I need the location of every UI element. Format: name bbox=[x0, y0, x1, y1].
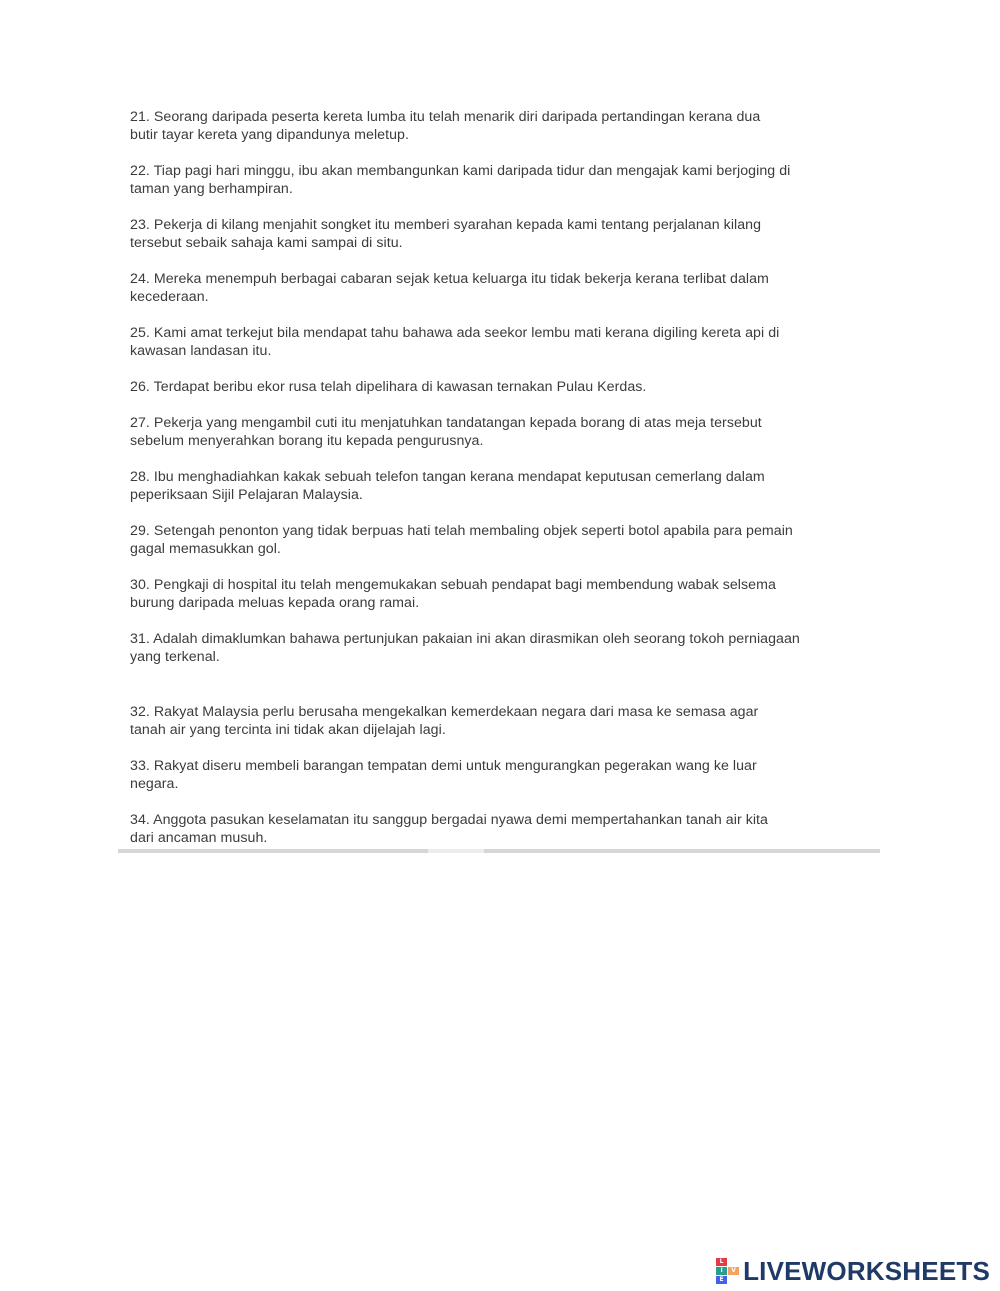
liveworksheets-logo-text: LIVEWORKSHEETS bbox=[743, 1255, 990, 1286]
sentence-item bbox=[130, 216, 870, 252]
divider-gap bbox=[428, 849, 484, 853]
sentence-line-1: 23. Pekerja di kilang menjahit songket itu memberi syarahan kepada kami tentang perjalanan kilang bbox=[130, 217, 762, 233]
sentence-line-2: butir tayar kereta yang dipandunya meletup. bbox=[130, 127, 409, 143]
sentence-line-1: 27. Pekerja yang mengambil cuti itu menjatuhkan tandatangan kepada borang di atas meja tersebut bbox=[130, 415, 762, 431]
sentence-line-2: peperiksaan Sijil Pelajaran Malaysia. bbox=[130, 487, 363, 503]
sentence-line-1: 22. Tiap pagi hari minggu, ibu akan membangunkan kami daripada tidur dan mengajak kami berjoging di bbox=[130, 163, 791, 179]
sentence-line-2: tersebut sebaik sahaja kami sampai di situ. bbox=[130, 235, 403, 251]
sentence-item bbox=[130, 378, 870, 396]
sentence-line-2: gagal memasukkan gol. bbox=[130, 541, 281, 557]
sentence-item bbox=[130, 522, 870, 558]
sentence-item bbox=[130, 270, 870, 306]
logo-letter-e: E bbox=[716, 1276, 727, 1284]
sentence-item bbox=[130, 703, 870, 739]
sentence-item bbox=[130, 757, 870, 793]
divider-line bbox=[118, 849, 880, 853]
sentence-line-1: 34. Anggota pasukan keselamatan itu sanggup bergadai nyawa demi mempertahankan tanah air kita bbox=[130, 812, 768, 828]
liveworksheets-logo bbox=[716, 1256, 990, 1286]
sentence-line-2: negara. bbox=[130, 776, 179, 792]
sentence-item bbox=[130, 324, 870, 360]
sentence-item bbox=[130, 576, 870, 612]
sentence-line-2: taman yang berhampiran. bbox=[130, 181, 293, 197]
sentence-line-1: 25. Kami amat terkejut bila mendapat tahu bahawa ada seekor lembu mati kerana digiling kereta api di bbox=[130, 325, 780, 341]
sentence-line-2: tanah air yang tercinta ini tidak akan dijelajah lagi. bbox=[130, 722, 446, 738]
sentence-line-1: 29. Setengah penonton yang tidak berpuas hati telah membaling objek seperti botol apabila para pemain bbox=[130, 523, 793, 539]
sentence-item bbox=[130, 414, 870, 450]
sentence-line-1: 33. Rakyat diseru membeli barangan tempatan demi untuk mengurangkan pegerakan wang ke luar bbox=[130, 758, 757, 774]
sentence-item bbox=[130, 468, 870, 504]
sentence-line-1: 32. Rakyat Malaysia perlu berusaha mengekalkan kemerdekaan negara dari masa ke semasa agar bbox=[130, 704, 759, 720]
sentence-line-1: 24. Mereka menempuh berbagai cabaran sejak ketua keluarga itu tidak bekerja kerana terlibat dalam bbox=[130, 271, 769, 287]
sentence-line-2: burung daripada meluas kepada orang ramai. bbox=[130, 595, 420, 611]
sentence-line-1: 21. Seorang daripada peserta kereta lumba itu telah menarik diri daripada pertandingan kerana dua bbox=[130, 109, 761, 125]
sentence-line-1: 28. Ibu menghadiahkan kakak sebuah telefon tangan kerana mendapat keputusan cemerlang dalam bbox=[130, 469, 765, 485]
logo-letter-i: I bbox=[716, 1267, 727, 1275]
sentence-line-2: sebelum menyerahkan borang itu kepada pengurusnya. bbox=[130, 433, 484, 449]
sentence-line-1: 30. Pengkaji di hospital itu telah mengemukakan sebuah pendapat bagi membendung wabak selsema bbox=[130, 577, 776, 593]
sentence-item bbox=[130, 811, 870, 847]
sentence-item bbox=[130, 630, 870, 666]
sentence-line-1: 26. Terdapat beribu ekor rusa telah dipelihara di kawasan ternakan Pulau Kerdas. bbox=[130, 379, 647, 395]
sentence-line-2: kawasan landasan itu. bbox=[130, 343, 272, 359]
sentence-line-2: dari ancaman musuh. bbox=[130, 830, 268, 846]
sentence-item bbox=[130, 108, 870, 144]
logo-letter-v: V bbox=[728, 1267, 739, 1275]
sentence-line-1: 31. Adalah dimaklumkan bahawa pertunjukan pakaian ini akan dirasmikan oleh seorang tokoh perniagaan bbox=[130, 631, 800, 647]
liveworksheets-logo-icon bbox=[716, 1258, 739, 1284]
sentence-item bbox=[130, 162, 870, 198]
logo-letter-l: L bbox=[716, 1258, 727, 1266]
sentence-line-2: yang terkenal. bbox=[130, 649, 220, 665]
sentence-line-2: kecederaan. bbox=[130, 289, 209, 305]
